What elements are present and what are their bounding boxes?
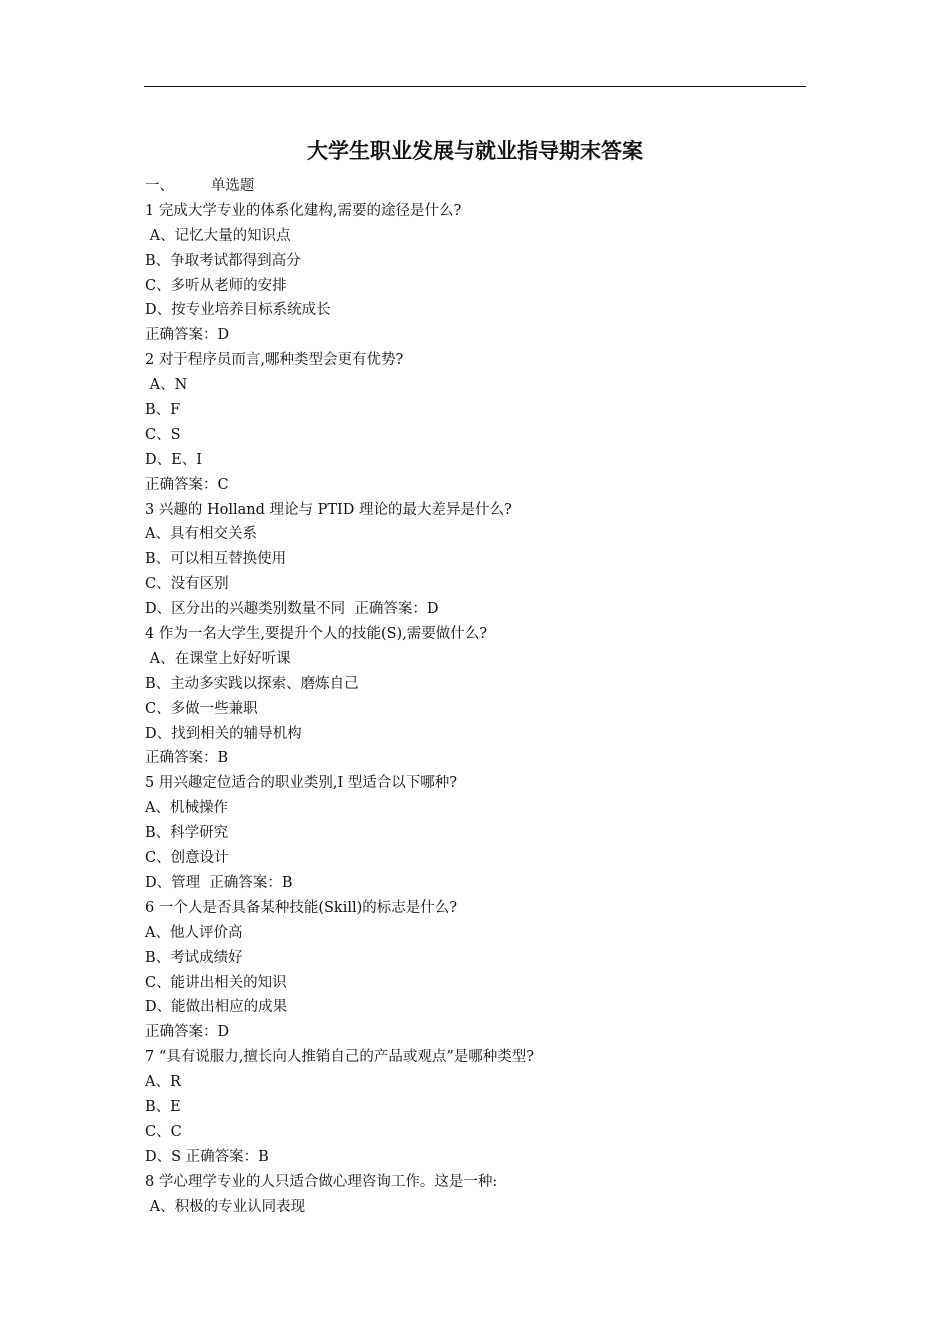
text-line: 6 一个人是否具备某种技能(Skill)的标志是什么? xyxy=(145,899,458,916)
text-line: D、区分出的兴趣类别数量不同 正确答案：D xyxy=(145,601,439,618)
header-rule xyxy=(144,86,806,87)
text-line: D、S 正确答案：B xyxy=(145,1148,269,1165)
text-line: C、创意设计 xyxy=(145,850,229,867)
text-line: B、E xyxy=(145,1098,181,1115)
text-line: D、能做出相应的成果 xyxy=(145,999,288,1016)
section-heading: 一、 单选题 xyxy=(145,178,255,194)
text-line: 正确答案：D xyxy=(145,327,230,344)
text-line: A、R xyxy=(145,1074,181,1091)
text-line: 5 用兴趣定位适合的职业类别,I 型适合以下哪种? xyxy=(145,775,458,792)
text-line: 正确答案：D xyxy=(145,1024,230,1041)
text-line: 1 完成大学专业的体系化建构,需要的途径是什么? xyxy=(145,202,462,219)
text-line: B、F xyxy=(145,402,181,419)
text-line: C、C xyxy=(145,1123,182,1140)
text-line: 正确答案：C xyxy=(145,476,229,493)
text-line: 2 对于程序员而言,哪种类型会更有优势? xyxy=(145,352,404,369)
text-line: C、没有区别 xyxy=(145,576,229,593)
text-line: B、科学研究 xyxy=(145,825,229,842)
text-line: B、争取考试都得到高分 xyxy=(145,252,301,269)
document-body xyxy=(145,174,805,1219)
text-line: A、积极的专业认同表现 xyxy=(145,1198,306,1215)
text-line: 3 兴趣的 Holland 理论与 PTID 理论的最大差异是什么? xyxy=(145,501,512,518)
text-line: D、E、I xyxy=(145,451,202,468)
text-line: 8 学心理学专业的人只适合做心理咨询工作。这是一种: xyxy=(145,1173,498,1190)
text-line: B、可以相互替换使用 xyxy=(145,551,287,568)
text-line: C、多听从老师的安排 xyxy=(145,277,287,294)
text-line: A、具有相交关系 xyxy=(145,526,257,543)
text-line: 正确答案：B xyxy=(145,750,229,767)
text-line: C、多做一些兼职 xyxy=(145,700,258,717)
text-line: A、N xyxy=(145,377,188,394)
text-line: B、考试成绩好 xyxy=(145,949,243,966)
text-line: 4 作为一名大学生,要提升个人的技能(S),需要做什么? xyxy=(145,626,488,643)
text-line: A、他人评价高 xyxy=(145,924,243,941)
text-line: B、主动多实践以探索、磨炼自己 xyxy=(145,675,359,692)
text-line: D、按专业培养目标系统成长 xyxy=(145,302,331,319)
text-line: C、能讲出相关的知识 xyxy=(145,974,287,991)
text-line: A、记忆大量的知识点 xyxy=(145,227,291,244)
text-line: 7 “具有说服力,擅长向人推销自己的产品或观点”是哪种类型? xyxy=(145,1049,535,1066)
text-line: D、找到相关的辅导机构 xyxy=(145,725,302,742)
text-line: A、机械操作 xyxy=(145,800,228,817)
text-line: D、管理 正确答案：B xyxy=(145,874,293,891)
text-line: A、在课堂上好好听课 xyxy=(145,650,291,667)
text-line: C、S xyxy=(145,426,181,443)
document-title: 大学生职业发展与就业指导期末答案 xyxy=(307,139,643,163)
